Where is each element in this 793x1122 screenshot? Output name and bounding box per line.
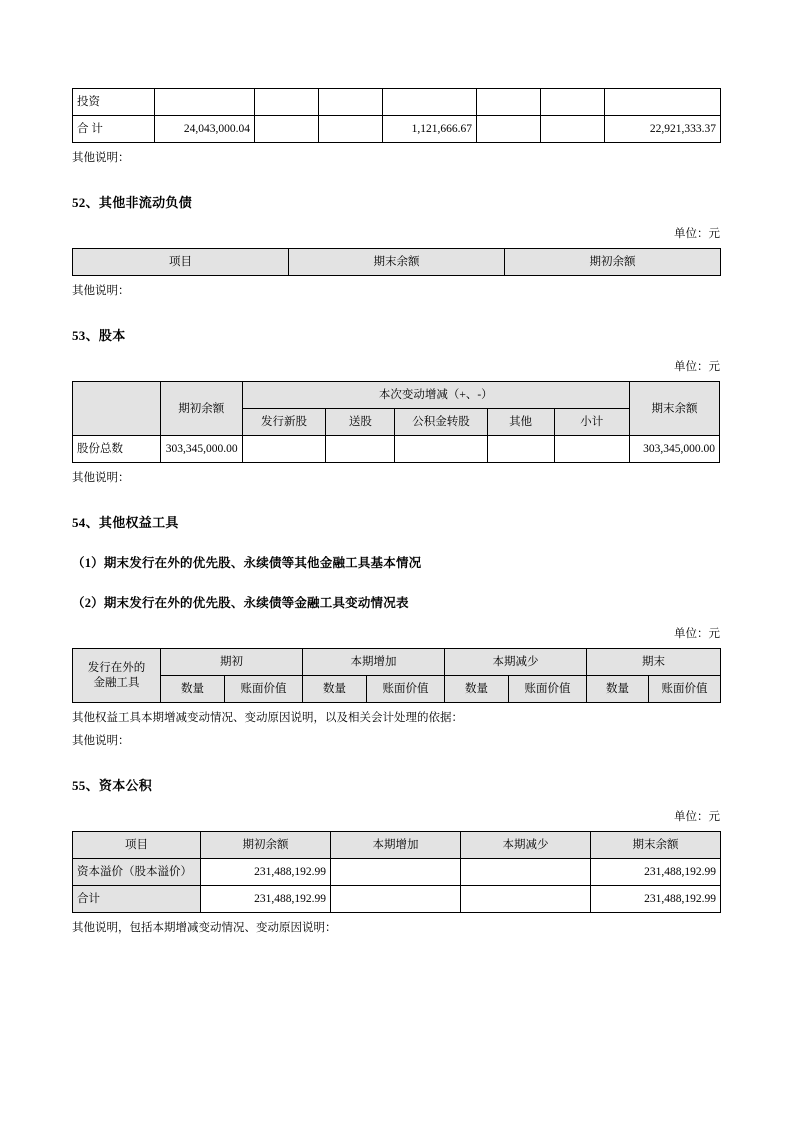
unit-label-53: 单位：元 bbox=[674, 361, 720, 374]
cell bbox=[255, 89, 319, 116]
cell-ending: 231,488,192.99 bbox=[591, 859, 721, 886]
column-header-quantity: 数量 bbox=[587, 676, 649, 703]
cell: 1,121,666.67 bbox=[383, 116, 477, 143]
column-header-book-value: 账面价值 bbox=[649, 676, 721, 703]
table-header-row bbox=[73, 649, 721, 676]
table-row bbox=[73, 886, 721, 913]
cell-beginning: 231,488,192.99 bbox=[201, 886, 331, 913]
other-equity-instruments-table-wrapper bbox=[72, 648, 720, 703]
table-row bbox=[73, 859, 721, 886]
subsection-title-54-1: （1）期末发行在外的优先股、永续债等其他金融工具基本情况 bbox=[72, 556, 422, 571]
column-header-bonus-shares: 送股 bbox=[326, 409, 395, 436]
other-equity-instruments-table bbox=[72, 648, 721, 703]
column-header-beginning: 期初余额 bbox=[160, 382, 242, 436]
other-description-note-2: 其他说明： bbox=[72, 285, 130, 298]
cell-new-shares bbox=[242, 436, 326, 463]
cell-ending: 303,345,000.00 bbox=[629, 436, 719, 463]
column-header: 期末余额 bbox=[289, 249, 505, 276]
column-header-book-value: 账面价值 bbox=[509, 676, 587, 703]
cell bbox=[319, 116, 383, 143]
column-header-beginning: 期初余额 bbox=[201, 832, 331, 859]
cell-ending: 231,488,192.99 bbox=[591, 886, 721, 913]
cell bbox=[477, 89, 541, 116]
column-header-change-group: 本次变动增减（+、-） bbox=[242, 382, 629, 409]
cell bbox=[541, 89, 605, 116]
other-description-note-4: 其他说明： bbox=[72, 735, 130, 748]
cell-beginning: 303,345,000.00 bbox=[160, 436, 242, 463]
table-row bbox=[73, 436, 720, 463]
column-header: 期初余额 bbox=[505, 249, 721, 276]
column-header-ending: 期末余额 bbox=[591, 832, 721, 859]
unit-label-55: 单位：元 bbox=[674, 811, 720, 824]
capital-reserve-table-wrapper bbox=[72, 831, 720, 913]
table-header-row bbox=[73, 249, 721, 276]
other-noncurrent-liabilities-table-wrapper bbox=[72, 248, 720, 276]
other-equity-change-note: 其他权益工具本期增减变动情况、变动原因说明，以及相关会计处理的依据： bbox=[72, 712, 463, 725]
cell-bonus-shares bbox=[326, 436, 395, 463]
column-header-group-increase: 本期增加 bbox=[303, 649, 445, 676]
cell-reserve-conversion bbox=[395, 436, 487, 463]
cell-beginning: 231,488,192.99 bbox=[201, 859, 331, 886]
section-title-54: 54、其他权益工具 bbox=[72, 515, 179, 531]
column-header: 项目 bbox=[73, 249, 289, 276]
column-header-other: 其他 bbox=[487, 409, 554, 436]
cell: 24,043,000.04 bbox=[155, 116, 255, 143]
column-header-ending: 期末余额 bbox=[629, 382, 719, 436]
column-header-quantity: 数量 bbox=[303, 676, 367, 703]
cell bbox=[605, 89, 721, 116]
instrument-header-line2: 金融工具 bbox=[93, 676, 140, 689]
column-header-group-ending: 期末 bbox=[587, 649, 721, 676]
cell-decrease bbox=[461, 886, 591, 913]
column-header-new-shares: 发行新股 bbox=[242, 409, 326, 436]
cell-other bbox=[487, 436, 554, 463]
column-header-book-value: 账面价值 bbox=[367, 676, 445, 703]
row-label: 合 计 bbox=[73, 116, 155, 143]
table-subheader-row bbox=[73, 676, 721, 703]
cell bbox=[155, 89, 255, 116]
capital-reserve-note: 其他说明，包括本期增减变动情况、变动原因说明： bbox=[72, 922, 337, 935]
subsection-title-54-2: （2）期末发行在外的优先股、永续债等金融工具变动情况表 bbox=[72, 596, 409, 611]
column-header-increase: 本期增加 bbox=[331, 832, 461, 859]
column-header-quantity: 数量 bbox=[161, 676, 225, 703]
column-header-group-beginning: 期初 bbox=[161, 649, 303, 676]
section-title-53: 53、股本 bbox=[72, 328, 126, 344]
cell-increase bbox=[331, 886, 461, 913]
share-capital-table-wrapper bbox=[72, 381, 720, 463]
instrument-header-line1: 发行在外的 bbox=[87, 662, 146, 675]
cell bbox=[255, 116, 319, 143]
section-title-52: 52、其他非流动负债 bbox=[72, 195, 192, 211]
cell-increase bbox=[331, 859, 461, 886]
table-row bbox=[73, 116, 721, 143]
cell-subtotal bbox=[554, 436, 629, 463]
unit-label-52: 单位：元 bbox=[674, 228, 720, 241]
table-header-row bbox=[73, 382, 720, 409]
row-label-capital-premium: 资本溢价（股本溢价） bbox=[73, 859, 201, 886]
cell-decrease bbox=[461, 859, 591, 886]
section-title-55: 55、资本公积 bbox=[72, 778, 153, 794]
other-description-note-3: 其他说明： bbox=[72, 472, 130, 485]
capital-reserve-table bbox=[72, 831, 721, 913]
continued-investment-table bbox=[72, 88, 721, 143]
column-header-quantity: 数量 bbox=[445, 676, 509, 703]
column-header-reserve-conversion: 公积金转股 bbox=[395, 409, 487, 436]
row-label-total-shares: 股份总数 bbox=[73, 436, 161, 463]
other-noncurrent-liabilities-table bbox=[72, 248, 721, 276]
cell bbox=[477, 116, 541, 143]
row-label-total: 合计 bbox=[73, 886, 201, 913]
column-header-item: 项目 bbox=[73, 832, 201, 859]
table-row bbox=[73, 89, 721, 116]
row-label: 投资 bbox=[73, 89, 155, 116]
column-header-decrease: 本期减少 bbox=[461, 832, 591, 859]
cell bbox=[383, 89, 477, 116]
share-capital-table bbox=[72, 381, 720, 463]
other-description-note-1: 其他说明： bbox=[72, 152, 130, 164]
continued-table-wrapper bbox=[72, 88, 720, 143]
column-header-subtotal: 小计 bbox=[554, 409, 629, 436]
column-header-blank bbox=[73, 382, 161, 436]
column-header-book-value: 账面价值 bbox=[225, 676, 303, 703]
table-header-row bbox=[73, 832, 721, 859]
cell bbox=[319, 89, 383, 116]
column-header-instrument bbox=[73, 649, 161, 703]
cell: 22,921,333.37 bbox=[605, 116, 721, 143]
column-header-group-decrease: 本期减少 bbox=[445, 649, 587, 676]
unit-label-54: 单位：元 bbox=[674, 628, 720, 641]
cell bbox=[541, 116, 605, 143]
